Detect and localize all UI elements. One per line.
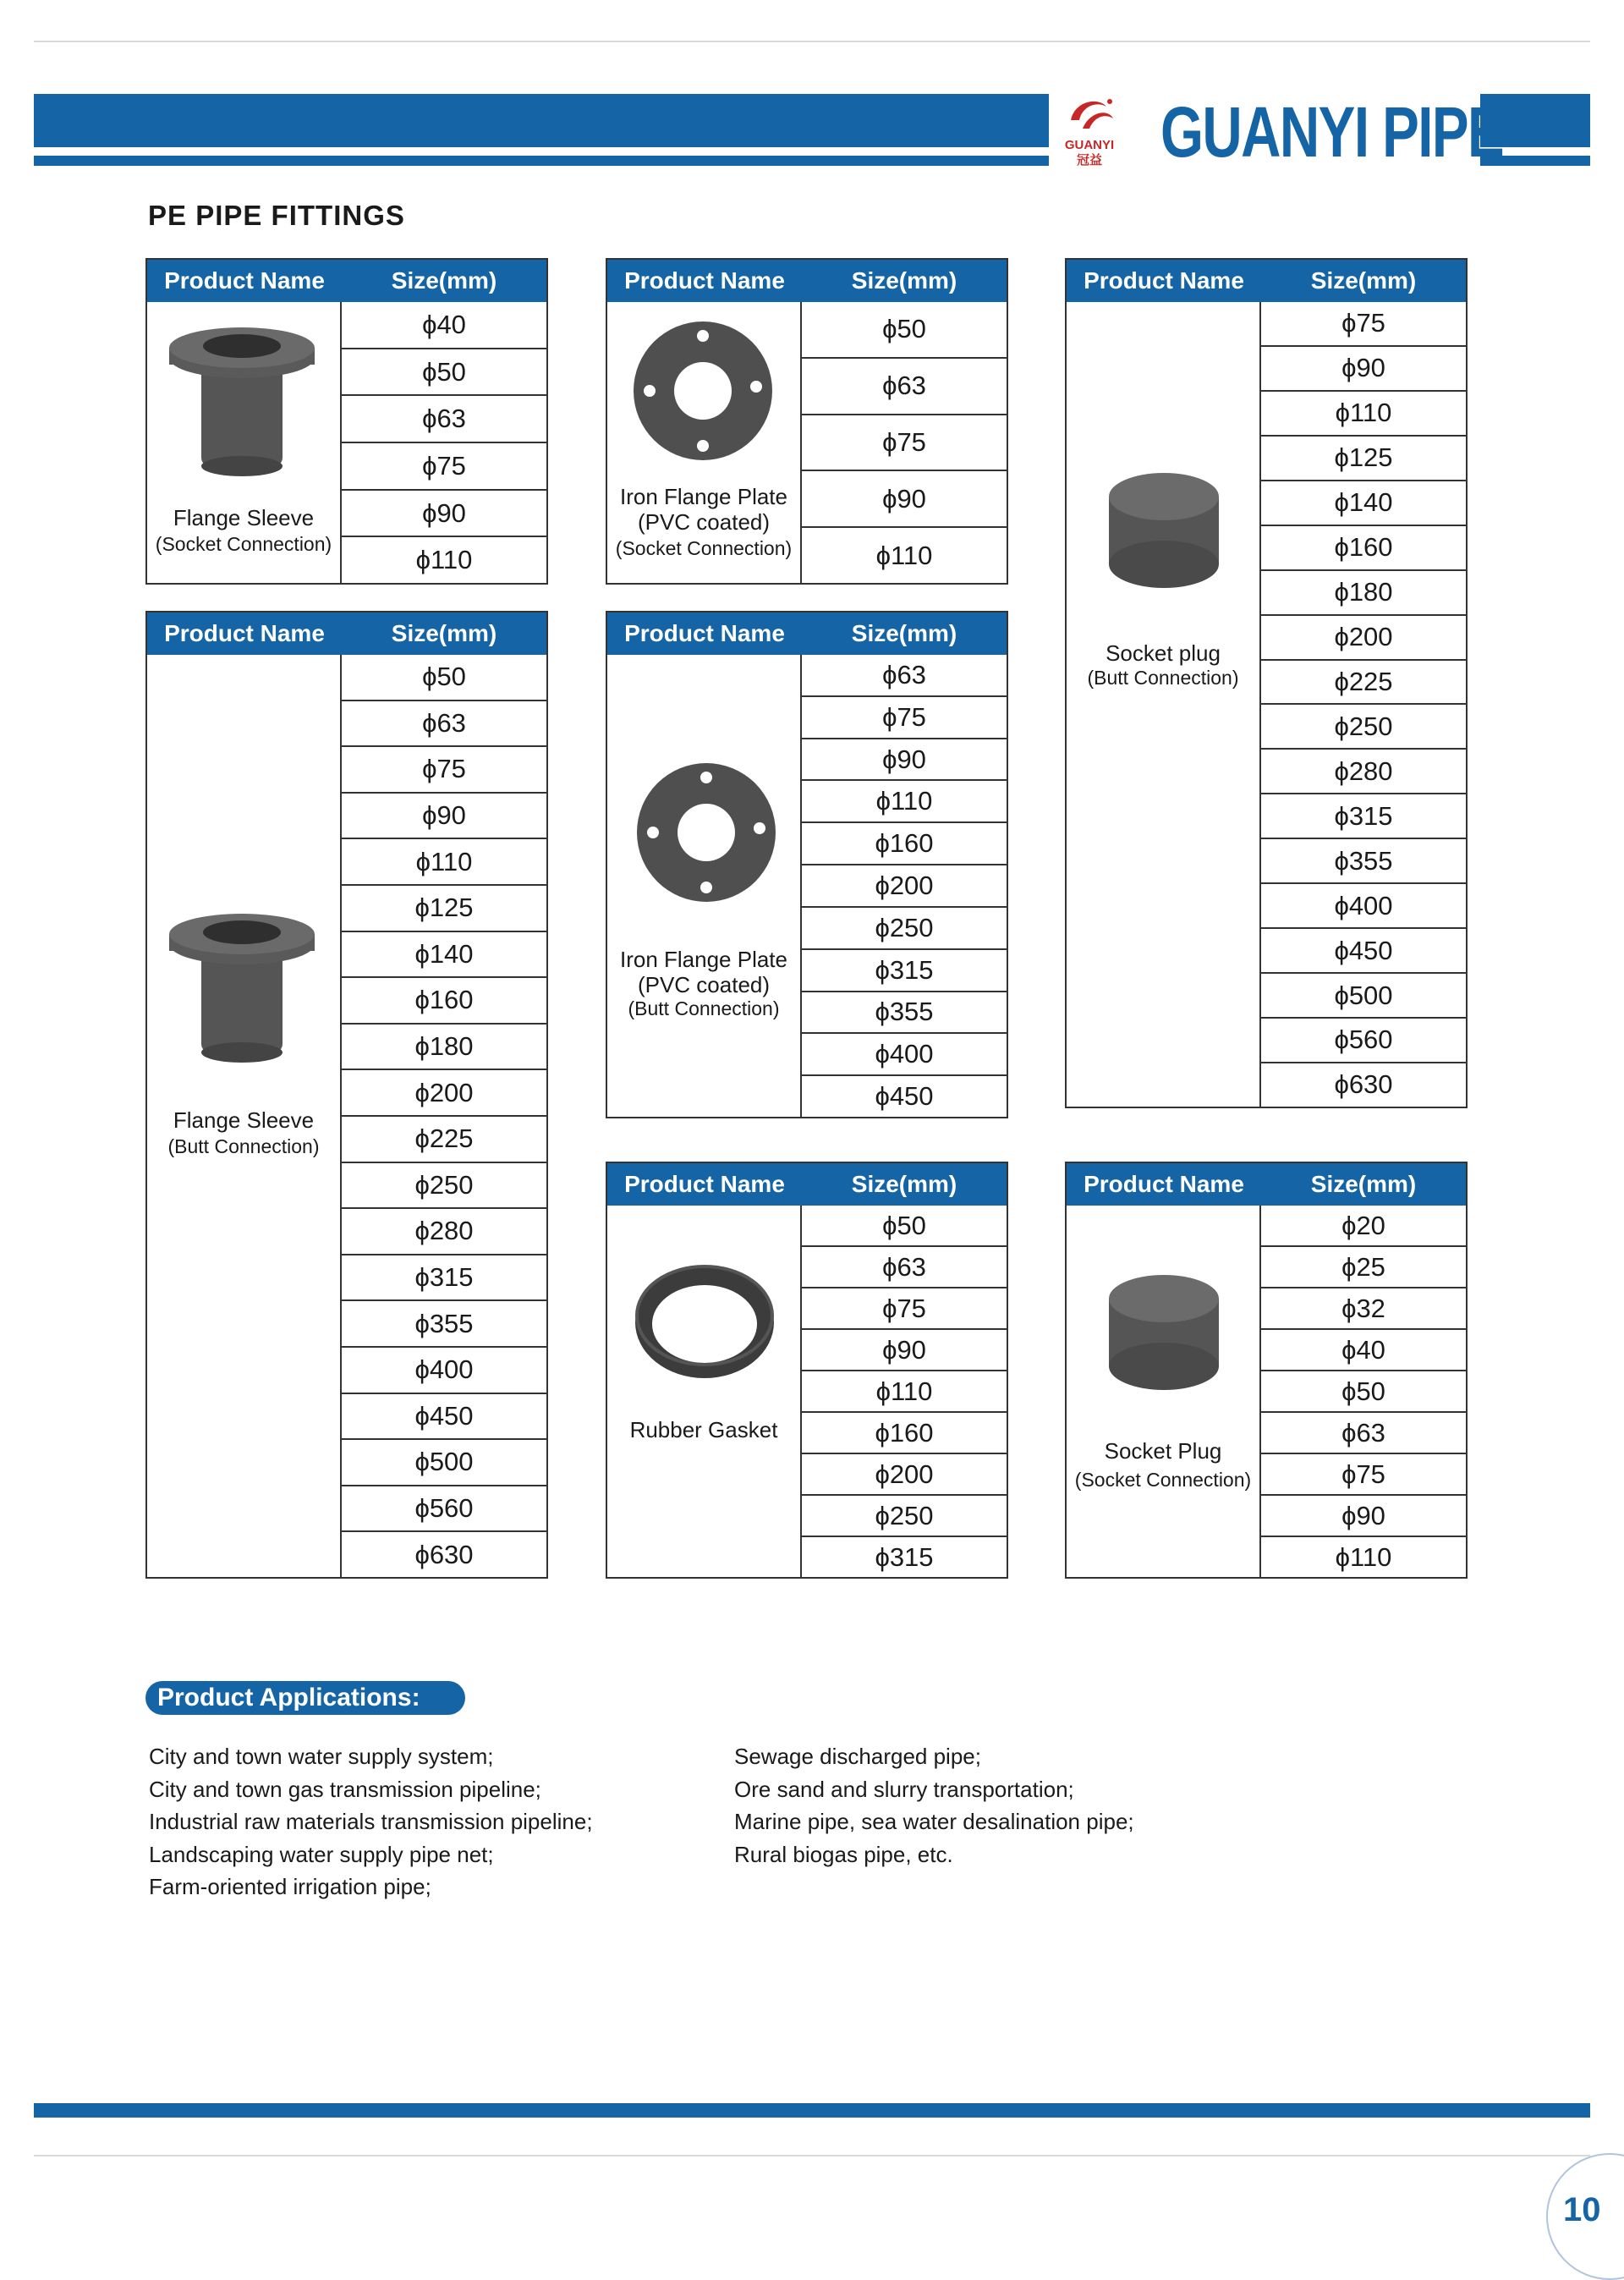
product-name: Rubber Gasket <box>629 1417 778 1442</box>
table-header <box>147 260 546 302</box>
brand-name: GUANYI PIPE <box>1160 92 1504 172</box>
size-cell: ϕ63 <box>802 655 1007 697</box>
size-cell: ϕ90 <box>342 491 546 538</box>
size-cell: ϕ63 <box>802 359 1007 415</box>
applications-title: Product Applications: <box>145 1681 465 1715</box>
size-cell: ϕ50 <box>1261 1371 1466 1413</box>
size-cell: ϕ200 <box>802 865 1007 908</box>
size-cell: ϕ110 <box>802 1371 1007 1413</box>
size-cell: ϕ90 <box>802 1330 1007 1371</box>
size-cell: ϕ500 <box>1261 974 1466 1019</box>
size-cell: ϕ90 <box>802 739 1007 782</box>
list-item: Ore sand and slurry transportation; <box>734 1776 1074 1802</box>
product-name-line1: Iron Flange Plate <box>619 484 787 509</box>
page-number-badge <box>1546 2153 1624 2280</box>
top-rule <box>34 41 1590 42</box>
size-cell: ϕ75 <box>802 415 1007 472</box>
flange-sleeve-icon <box>166 909 318 1069</box>
header-product-name: Product Name <box>164 620 325 646</box>
size-cell: ϕ160 <box>342 978 546 1025</box>
size-cell: ϕ50 <box>802 302 1007 359</box>
section-title: PE PIPE FITTINGS <box>148 200 405 231</box>
product-cell <box>607 302 802 583</box>
size-cell: ϕ630 <box>1334 1069 1393 1100</box>
flange-sleeve-icon <box>166 322 318 483</box>
size-cell: ϕ355 <box>802 992 1007 1035</box>
list-item: City and town water supply system; <box>149 1744 494 1769</box>
size-cell: ϕ200 <box>802 1454 1007 1496</box>
size-cell: ϕ63 <box>342 701 546 748</box>
size-list <box>1261 302 1466 1107</box>
size-cell: ϕ20 <box>1261 1206 1466 1247</box>
product-table-rubber-gasket <box>606 1162 1008 1579</box>
product-cell <box>607 1206 802 1577</box>
size-cell: ϕ90 <box>1261 1496 1466 1537</box>
size-cell: ϕ355 <box>342 1301 546 1348</box>
product-table-iron-flange-plate-butt <box>606 611 1008 1118</box>
list-item: Marine pipe, sea water desalination pipe; <box>734 1809 1134 1834</box>
size-cell: ϕ110 <box>415 545 473 575</box>
header-size: Size(mm) <box>1310 1171 1417 1197</box>
size-cell: ϕ75 <box>802 1288 1007 1330</box>
size-cell: ϕ225 <box>342 1117 546 1163</box>
table-header <box>1067 260 1466 302</box>
size-cell: ϕ75 <box>342 443 546 491</box>
header-product-name: Product Name <box>1084 1171 1244 1197</box>
size-list <box>1261 1206 1466 1577</box>
size-cell: ϕ315 <box>875 1541 934 1572</box>
list-item: Farm-oriented irrigation pipe; <box>149 1874 431 1899</box>
size-cell: ϕ180 <box>1261 571 1466 616</box>
size-list <box>802 1206 1007 1577</box>
product-name: Flange Sleeve <box>173 1107 315 1133</box>
header-product-name: Product Name <box>624 620 785 646</box>
list-item: Industrial raw materials transmission pipeline; <box>149 1809 593 1834</box>
table-header <box>147 613 546 655</box>
size-cell: ϕ280 <box>342 1209 546 1255</box>
product-name: Flange Sleeve <box>173 505 315 530</box>
list-item: Rural biogas pipe, etc. <box>734 1841 953 1867</box>
size-cell: ϕ500 <box>342 1440 546 1486</box>
header-product-name: Product Name <box>624 267 785 294</box>
product-name-line2: (PVC coated) <box>637 972 771 997</box>
size-list <box>342 655 546 1577</box>
size-cell: ϕ160 <box>802 823 1007 865</box>
size-cell: ϕ110 <box>1261 392 1466 437</box>
product-name: Socket Plug <box>1104 1438 1222 1464</box>
size-cell: ϕ180 <box>342 1025 546 1071</box>
header-size: Size(mm) <box>851 267 957 294</box>
size-cell: ϕ125 <box>342 886 546 932</box>
brand-logo <box>1064 91 1599 173</box>
size-cell: ϕ50 <box>342 655 546 701</box>
product-name-line2: (PVC coated) <box>637 509 771 535</box>
size-cell: ϕ450 <box>1261 929 1466 974</box>
size-cell: ϕ75 <box>342 747 546 794</box>
logo-latin-text: GUANYI <box>1064 137 1115 152</box>
table-header <box>607 1163 1007 1206</box>
size-cell: ϕ355 <box>1261 839 1466 884</box>
size-cell: ϕ75 <box>1261 302 1466 347</box>
size-cell: ϕ75 <box>802 697 1007 739</box>
product-cell <box>147 655 342 1577</box>
header-size: Size(mm) <box>851 620 957 646</box>
size-cell: ϕ200 <box>342 1070 546 1117</box>
product-table-flange-sleeve-butt <box>145 611 548 1579</box>
size-cell: ϕ450 <box>875 1081 934 1112</box>
socket-plug-icon <box>1100 1273 1227 1392</box>
header-size: Size(mm) <box>851 1171 957 1197</box>
product-table-socket-plug-butt <box>1065 258 1468 1108</box>
logo-cn-text: 冠益 <box>1076 152 1102 168</box>
size-cell: ϕ110 <box>802 781 1007 823</box>
size-cell: ϕ315 <box>802 950 1007 992</box>
iron-flange-plate-icon <box>631 319 775 463</box>
size-cell: ϕ400 <box>342 1348 546 1394</box>
header-size: Size(mm) <box>391 267 497 294</box>
size-list <box>342 302 546 583</box>
size-cell: ϕ250 <box>342 1163 546 1210</box>
header-size: Size(mm) <box>391 620 497 646</box>
header-size: Size(mm) <box>1310 267 1417 294</box>
product-cell <box>1067 1206 1261 1577</box>
product-table-iron-flange-plate-socket <box>606 258 1008 585</box>
product-connection: (Butt Connection) <box>1087 667 1239 689</box>
size-cell: ϕ90 <box>1261 347 1466 392</box>
product-connection: (Socket Connection) <box>155 533 332 555</box>
list-item: Landscaping water supply pipe net; <box>149 1841 494 1867</box>
size-cell: ϕ160 <box>1261 526 1466 571</box>
size-list <box>802 655 1007 1117</box>
table-header <box>607 260 1007 302</box>
product-connection: (Butt Connection) <box>167 1135 320 1157</box>
product-name-line1: Iron Flange Plate <box>619 947 787 972</box>
iron-flange-plate-icon <box>634 761 778 904</box>
size-cell: ϕ40 <box>1261 1330 1466 1371</box>
size-cell: ϕ400 <box>802 1034 1007 1076</box>
size-cell: ϕ200 <box>1261 616 1466 661</box>
footer-band <box>34 2103 1590 2118</box>
size-cell: ϕ63 <box>1261 1413 1466 1454</box>
size-cell: ϕ110 <box>1335 1541 1392 1572</box>
size-cell: ϕ90 <box>342 794 546 840</box>
product-name: Socket plug <box>1106 640 1221 666</box>
size-cell: ϕ400 <box>1261 884 1466 929</box>
header-band-left-stripe <box>34 156 1049 166</box>
size-cell: ϕ32 <box>1261 1288 1466 1330</box>
size-list <box>802 302 1007 583</box>
size-cell: ϕ50 <box>802 1206 1007 1247</box>
header-product-name: Product Name <box>624 1171 785 1197</box>
footer-rule <box>34 2155 1590 2156</box>
guanyi-logo-icon <box>1064 95 1149 171</box>
product-cell <box>607 655 802 1117</box>
size-cell: ϕ140 <box>1261 481 1466 526</box>
rubber-gasket-icon <box>633 1256 776 1383</box>
size-cell: ϕ140 <box>342 932 546 979</box>
product-connection: (Socket Connection) <box>615 537 793 559</box>
applications-list-right <box>734 1740 1134 1871</box>
size-cell: ϕ250 <box>1261 705 1466 750</box>
size-cell: ϕ40 <box>342 302 546 349</box>
size-cell: ϕ450 <box>342 1394 546 1441</box>
size-cell: ϕ160 <box>802 1413 1007 1454</box>
size-cell: ϕ50 <box>342 349 546 397</box>
table-header <box>607 613 1007 655</box>
size-cell: ϕ630 <box>414 1539 474 1569</box>
size-cell: ϕ315 <box>342 1255 546 1302</box>
size-cell: ϕ250 <box>802 908 1007 950</box>
size-cell: ϕ63 <box>342 396 546 443</box>
size-cell: ϕ225 <box>1261 661 1466 706</box>
page-number: 10 <box>1563 2191 1601 2228</box>
size-cell: ϕ25 <box>1261 1247 1466 1288</box>
product-table-socket-plug-socket <box>1065 1162 1468 1579</box>
size-cell: ϕ63 <box>802 1247 1007 1288</box>
product-table-flange-sleeve-socket <box>145 258 548 585</box>
product-cell <box>147 302 342 583</box>
size-cell: ϕ90 <box>802 471 1007 528</box>
product-connection: (Socket Connection) <box>1074 1469 1252 1491</box>
product-connection: (Butt Connection) <box>628 997 780 1019</box>
size-cell: ϕ560 <box>1261 1019 1466 1063</box>
applications-list-left <box>149 1740 593 1904</box>
size-cell: ϕ280 <box>1261 750 1466 794</box>
header-product-name: Product Name <box>164 267 325 294</box>
list-item: City and town gas transmission pipeline; <box>149 1776 541 1802</box>
size-cell: ϕ250 <box>802 1496 1007 1537</box>
size-cell: ϕ315 <box>1261 794 1466 839</box>
socket-plug-icon <box>1100 471 1227 590</box>
size-cell: ϕ75 <box>1261 1454 1466 1496</box>
size-cell: ϕ560 <box>342 1486 546 1533</box>
size-cell: ϕ110 <box>342 839 546 886</box>
product-cell <box>1067 302 1261 1107</box>
size-cell: ϕ110 <box>875 540 933 570</box>
table-header <box>1067 1163 1466 1206</box>
size-cell: ϕ125 <box>1261 437 1466 481</box>
list-item: Sewage discharged pipe; <box>734 1744 981 1769</box>
header-band-left <box>34 94 1049 147</box>
header-product-name: Product Name <box>1084 267 1244 294</box>
